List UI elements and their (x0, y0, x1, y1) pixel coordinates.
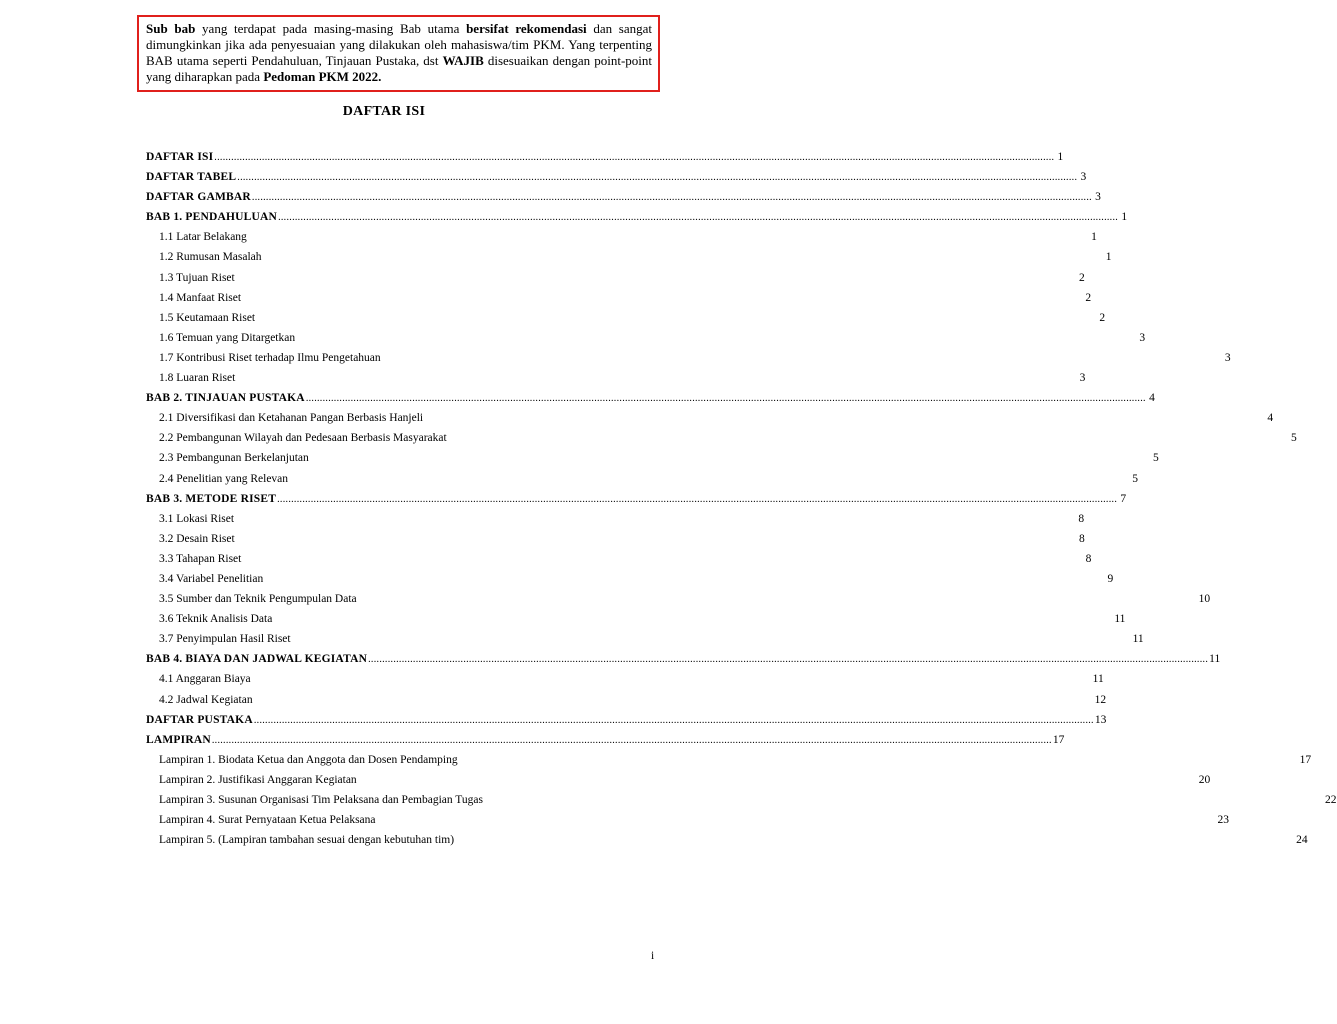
toc-entry-page: 20 (1198, 773, 1211, 786)
toc-entry-page: 1 (1057, 151, 1064, 163)
toc-entry-label: 1.8 Luaran Riset (159, 372, 236, 385)
toc-entry-page: 5 (1153, 452, 1159, 465)
toc-entry-page: 3 (1224, 351, 1231, 364)
toc-subsection-row (146, 753, 1312, 774)
toc-entry-label: 3.5 Sumber dan Teknik Pengumpulan Data (159, 593, 357, 606)
notice-bold-rekomendasi: bersifat rekomendasi (466, 21, 587, 36)
toc-leader-dots: ............................................................................................................................................................................................................................................................................................................ (368, 654, 1209, 666)
toc-entry-label: 2.3 Pembangunan Berkelanjutan (159, 452, 309, 465)
toc-entry-label: 1.2 Rumusan Masalah (159, 251, 262, 264)
toc-entry-label: 2.4 Penelitian yang Relevan (159, 472, 289, 485)
toc-entry-page: 2 (1078, 271, 1085, 284)
toc-subsection-row (146, 773, 1211, 794)
page-number: i (651, 950, 655, 962)
toc-entry-label: 3.6 Teknik Analisis Data (159, 613, 273, 626)
toc-leader-dots: ............................................................................................................................................................................................................................................................................................................ (305, 393, 1146, 405)
toc-entry-page: 1 (1105, 251, 1112, 264)
toc-entry-page: 5 (1290, 432, 1297, 445)
toc-subsection-row (146, 552, 1092, 573)
toc-entry-page: 2 (1085, 291, 1092, 304)
toc-heading-row (146, 392, 1155, 412)
toc-subsection-row (146, 794, 1337, 814)
toc-heading-row (146, 171, 1087, 191)
toc-entry-page: 3 (1080, 171, 1087, 184)
toc-entry-page: 2 (1099, 311, 1106, 324)
toc-entry-page: 4 (1149, 392, 1155, 405)
toc-subsection-row (146, 452, 1159, 472)
toc-entry-label: DAFTAR ISI (146, 151, 214, 163)
toc-entry-label: 3.3 Tahapan Riset (159, 552, 242, 565)
toc-subsection-row (146, 412, 1274, 432)
toc-subsection-row (146, 673, 1104, 693)
toc-entry-label: 3.7 Penyimpulan Hasil Riset (159, 633, 291, 646)
toc-entry-label: DAFTAR TABEL (146, 171, 237, 184)
toc-heading-row (146, 211, 1128, 231)
toc-subsection-row (146, 311, 1106, 332)
toc-entry-label: BAB 3. METODE RISET (146, 492, 277, 505)
toc-heading-row (146, 653, 1221, 673)
toc-subsection-row (146, 532, 1085, 553)
table-of-contents (146, 151, 1337, 854)
toc-entry-page: 17 (1052, 733, 1065, 746)
toc-leader-dots: ............................................................................................................................................................................................................................................................................................................ (214, 152, 1055, 163)
toc-heading-row (146, 191, 1101, 211)
toc-leader-dots: ............................................................................................................................................................................................................................................................................................................ (277, 493, 1118, 505)
toc-entry-label: LAMPIRAN (146, 733, 211, 746)
toc-entry-label: 4.2 Jadwal Kegiatan (159, 693, 253, 706)
toc-entry-label: DAFTAR PUSTAKA (146, 713, 253, 726)
toc-entry-label: 1.5 Keutamaan Riset (159, 311, 256, 324)
toc-entry-page: 7 (1120, 492, 1127, 505)
toc-entry-label: 1.3 Tujuan Riset (159, 271, 235, 284)
toc-entry-label: Lampiran 3. Susunan Organisasi Tim Pelaksana dan Pembagian Tugas (159, 794, 484, 806)
notice-box (137, 15, 660, 92)
toc-subsection-row (146, 351, 1231, 372)
toc-leader-dots: ............................................................................................................................................................................................................................................................................................................ (211, 734, 1052, 746)
toc-entry-label: Lampiran 4. Surat Pernyataan Ketua Pelaksana (159, 814, 376, 827)
toc-leader-dots: ............................................................................................................................................................................................................................................................................................................ (237, 172, 1078, 184)
notice-text-3: disesuaikan dengan point-point yang diharapkan pada (146, 53, 653, 84)
toc-entry-page: 12 (1094, 693, 1107, 706)
notice-bold-sub-bab: Sub bab (146, 21, 196, 36)
toc-entry-page: 1 (1091, 231, 1097, 244)
toc-subsection-row (146, 834, 1308, 854)
toc-entry-label: BAB 4. BIAYA DAN JADWAL KEGIATAN (146, 653, 368, 666)
notice-bold-pedoman: Pedoman PKM 2022. (263, 69, 382, 84)
toc-subsection-row (146, 512, 1085, 533)
toc-subsection-row (146, 372, 1086, 392)
toc-entry-page: 8 (1078, 532, 1085, 545)
toc-entry-label: 4.1 Anggaran Biaya (159, 673, 251, 686)
toc-subsection-row (146, 572, 1114, 593)
toc-entry-label: Lampiran 1. Biodata Ketua dan Anggota dan Dosen Pendamping (159, 753, 458, 766)
toc-entry-label: 1.7 Kontribusi Riset terhadap Ilmu Pengetahuan (159, 351, 381, 364)
page-title: DAFTAR ISI (342, 104, 426, 119)
toc-subsection-row (146, 814, 1230, 834)
toc-leader-dots: ............................................................................................................................................................................................................................................................................................................ (278, 212, 1119, 224)
notice-text-1: yang terdapat pada masing-masing Bab utama (195, 21, 467, 36)
toc-entry-page: 3 (1139, 331, 1146, 344)
toc-subsection-row (146, 432, 1297, 452)
toc-entry-page: 11 (1132, 633, 1144, 646)
toc-entry-page: 3 (1079, 372, 1086, 385)
toc-entry-page: 5 (1132, 472, 1139, 485)
toc-heading-row (146, 713, 1107, 734)
toc-entry-page: 10 (1198, 593, 1211, 606)
toc-entry-page: 11 (1209, 653, 1221, 666)
toc-subsection-row (146, 231, 1097, 251)
toc-entry-label: BAB 1. PENDAHULUAN (146, 211, 278, 224)
toc-entry-label: BAB 2. TINJAUAN PUSTAKA (146, 392, 305, 405)
toc-subsection-row (146, 613, 1126, 633)
toc-subsection-row (146, 593, 1211, 613)
toc-subsection-row (146, 693, 1107, 714)
toc-subsection-row (146, 633, 1144, 653)
toc-entry-label: 3.2 Desain Riset (159, 532, 235, 545)
toc-subsection-row (146, 251, 1112, 271)
notice-bold-wajib: WAJIB (442, 53, 484, 68)
toc-subsection-row (146, 271, 1085, 292)
toc-entry-label: Lampiran 5. (Lampiran tambahan sesuai dengan kebutuhan tim) (159, 834, 455, 847)
toc-entry-label: 2.2 Pembangunan Wilayah dan Pedesaan Berbasis Masyarakat (159, 432, 447, 445)
toc-heading-row (146, 151, 1064, 171)
toc-entry-label: 2.1 Diversifikasi dan Ketahanan Pangan Berbasis Hanjeli (159, 412, 424, 425)
toc-subsection-row (146, 472, 1139, 493)
toc-entry-page: 11 (1092, 673, 1104, 686)
toc-entry-page: 13 (1094, 713, 1107, 726)
toc-subsection-row (146, 331, 1146, 352)
toc-entry-page: 3 (1095, 191, 1101, 204)
toc-entry-page: 8 (1078, 512, 1085, 525)
toc-entry-page: 1 (1121, 211, 1128, 224)
toc-leader-dots: ............................................................................................................................................................................................................................................................................................................ (251, 192, 1092, 204)
toc-entry-label: DAFTAR GAMBAR (146, 191, 251, 204)
toc-entry-page: 8 (1085, 552, 1092, 565)
notice-text-2: dan sangat dimungkinkan jika ada penyesuaian yang dilakukan oleh mahasiswa/tim PKM. Yang terpenting BAB utama seperti Pendahuluan, Tinjauan Pustaka, dst (146, 21, 653, 68)
toc-leader-dots: ............................................................................................................................................................................................................................................................................................................ (253, 714, 1094, 726)
toc-entry-page: 22 (1325, 794, 1337, 806)
toc-entry-page: 9 (1107, 572, 1114, 585)
toc-entry-page: 17 (1299, 753, 1312, 766)
toc-entry-page: 24 (1296, 834, 1308, 847)
toc-entry-label: 3.1 Lokasi Riset (159, 512, 235, 525)
toc-entry-page: 23 (1217, 814, 1230, 827)
toc-entry-page: 4 (1267, 412, 1274, 425)
toc-entry-label: Lampiran 2. Justifikasi Anggaran Kegiatan (159, 773, 357, 786)
toc-subsection-row (146, 291, 1092, 312)
toc-entry-page: 11 (1114, 613, 1126, 626)
toc-entry-label: 1.1 Latar Belakang (159, 231, 247, 244)
toc-entry-label: 3.4 Variabel Penelitian (159, 572, 264, 585)
toc-entry-label: 1.4 Manfaat Riset (159, 291, 242, 304)
toc-heading-row (146, 492, 1127, 513)
toc-heading-row (146, 733, 1065, 754)
toc-entry-label: 1.6 Temuan yang Ditargetkan (159, 331, 296, 344)
